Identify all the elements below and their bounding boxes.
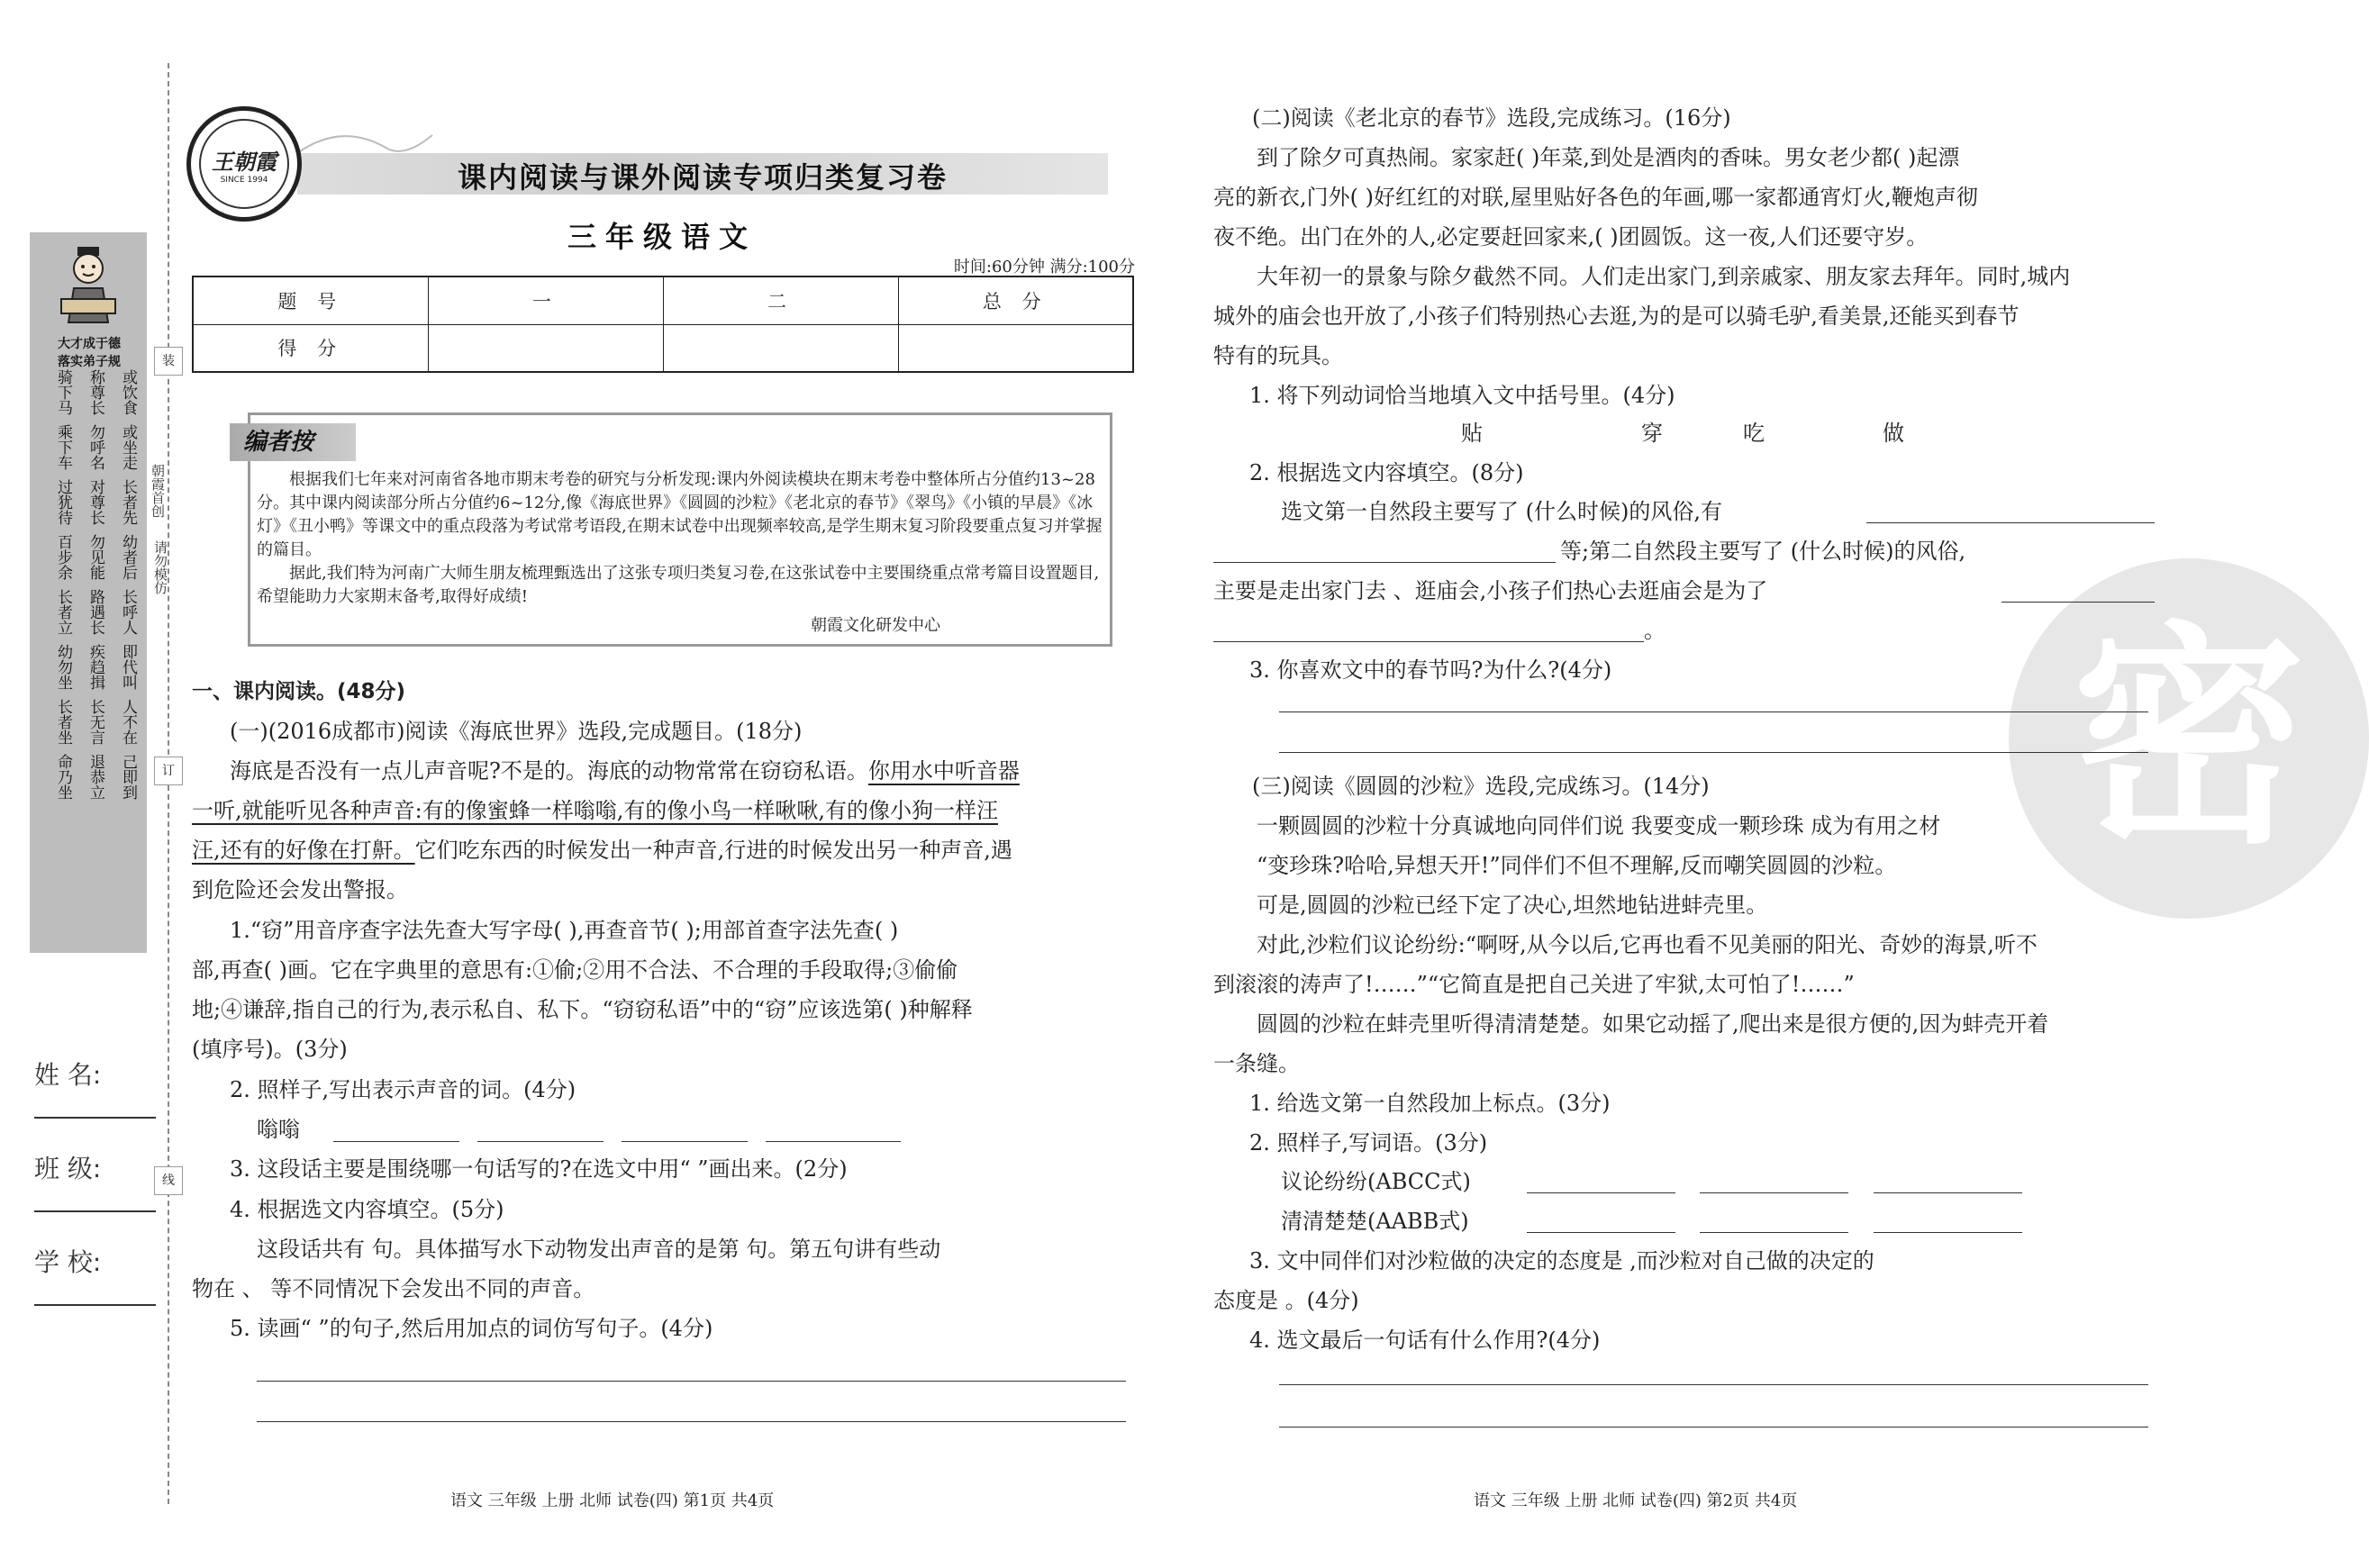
rule-text: 骑下马: [54, 369, 72, 415]
passage-3-line-3: 可是,圆圆的沙粒已经下定了决心,坦然地钻进蚌壳里。: [1257, 893, 1768, 918]
school-field[interactable]: [34, 1304, 156, 1306]
question-1-4-line-2: 物在 、 等不同情况下会发出不同的声音。: [192, 1276, 595, 1301]
rule-text: 或饮食: [119, 369, 137, 415]
di-zi-gui-rules: [47, 369, 137, 937]
score-table-header-row: [193, 276, 1133, 324]
name-label: 姓 名:: [34, 1060, 102, 1090]
passage-2-heading: (二)阅读《老北京的春节》选段,完成练习。(16分): [1252, 105, 1731, 131]
passage-3-line-1: 一颗圆圆的沙粒十分真诚地向同伴们说 我要变成一颗珍珠 成为有用之材: [1257, 813, 1941, 838]
class-field[interactable]: [34, 1210, 156, 1212]
rule-text: 百步余: [54, 534, 72, 580]
sound-word-blank-1[interactable]: [333, 1141, 459, 1142]
rule-row: [47, 479, 137, 525]
rule-row: [47, 644, 137, 690]
verb-option: 做: [1883, 421, 1904, 446]
class-label: 班 级:: [34, 1154, 102, 1183]
question-1-1-line-4: (填序号)。(3分): [192, 1037, 348, 1062]
page-footer-left: 语文 三年级 上册 北师 试卷(四) 第1页 共4页: [450, 1491, 775, 1510]
editor-note-signature: 朝霞文化研发中心: [811, 616, 940, 635]
rule-text: 长者坐: [54, 699, 72, 745]
passage-2-line-3: 夜不绝。出门在外的人,必定要赶回家来,( )团圆饭。这一夜,人们还要守岁。: [1213, 224, 1929, 249]
passage-3-line-4: 对此,沙粒们议论纷纷:“啊呀,从今以后,它再也看不见美丽的阳光、奇妙的海景,听不: [1257, 932, 2038, 957]
passage-1-underlined-text: 汪,还有的好像在打鼾。: [192, 838, 415, 863]
question-1-5: 5. 读画“ ”的句子,然后用加点的词仿写句子。(4分): [230, 1316, 713, 1341]
sound-word-blank-3[interactable]: [622, 1141, 748, 1142]
watermark-char: 密: [2072, 601, 2306, 875]
rule-text: 过犹待: [54, 479, 72, 525]
passage-1-line-3: [192, 837, 1012, 864]
question-3-3-line-1: 3. 文中同伴们对沙粒做的决定的态度是 ,而沙粒对自己做的决定的: [1249, 1248, 1874, 1273]
passage-2-line-4: 大年初一的景象与除夕截然不同。人们走出家门,到亲戚家、朋友家去拜年。同时,城内: [1257, 264, 2071, 289]
seal-note-2: 请勿模仿: [152, 540, 168, 594]
editor-note-paragraph-1: 根据我们七年来对河南省各地市期末考卷的研究与分析发现:课内外阅读模块在期末考卷中整体所占分值约13~28分。其中课内阅读部分所占分值约6~12分,像《海底世界》《圆圆的沙粒》《老北京的春节》《翠鸟》《小镇的早晨》《冰灯》《丑小鸭》等课文中的重点段落为考试常考语段,在期末试卷中出现频率较高,是学生期末复习阶段要重点复习并掌握的篇目。: [257, 470, 1103, 559]
verb-option: 吃: [1743, 421, 1765, 446]
side-motto: [41, 335, 138, 371]
rule-row: [47, 424, 137, 470]
logo-subtext: SINCE 1994: [220, 175, 268, 185]
question-2-2-line-2: 等;第二自然段主要写了 (什么时候)的风俗,: [1560, 539, 1966, 564]
question-1-1-line-2: 部,再查( )画。它在字典里的意思有:①偷;②用不合法、不合理的手段取得;③偷偷: [192, 957, 958, 983]
name-row: [34, 1045, 160, 1138]
fill-blank[interactable]: [1866, 522, 2155, 523]
rule-text: 长者立: [54, 589, 72, 635]
passage-1-heading: (一)(2016成都市)阅读《海底世界》选段,完成题目。(18分): [230, 719, 803, 744]
passage-3-line-6: 圆圆的沙粒在蚌壳里听得清清楚楚。如果它动摇了,爬出来是很方便的,因为蚌壳开着: [1257, 1011, 2049, 1037]
sound-word-blank-4[interactable]: [766, 1141, 901, 1142]
passage-3-line-2: “变珍珠?哈哈,异想天开!”同伴们不但不理解,反而嘲笑圆圆的沙粒。: [1257, 853, 1897, 878]
rule-text: 长无言: [86, 699, 104, 745]
passage-2-line-5: 城外的庙会也开放了,小孩子们特别热心去逛,为的是可以骑毛驴,看美景,还能买到春节: [1213, 304, 2020, 329]
rule-text: 勿见能: [86, 534, 104, 580]
rule-text: 或坐走: [119, 424, 137, 470]
question-1-1-line-1: 1.“窃”用音序查字法先查大写字母( ),再查音节( );用部首查字法先查( ): [230, 918, 899, 943]
answer-line[interactable]: [257, 1421, 1126, 1422]
verb-option: 穿: [1641, 421, 1663, 446]
rule-text: 己即到: [119, 754, 137, 800]
editor-note-paragraph-2: 据此,我们特为河南广大师生朋友梳理甄选出了这张专项归类复习卷,在这张试卷中主要围绕重点常考篇目设置题目,希望能助力大家期末备考,取得好成绩!: [257, 564, 1100, 606]
score-table-score-row: [193, 324, 1133, 372]
score-input-cell[interactable]: [898, 324, 1133, 372]
question-2-2: 2. 根据选文内容填空。(8分): [1249, 460, 1524, 485]
passage-1-text: 海底是否没有一点儿声音呢?不是的。海底的动物常常在窃窃私语。: [230, 758, 868, 784]
document-title: 课内阅读与课外阅读专项归类复习卷: [457, 160, 948, 195]
score-table: [192, 276, 1134, 373]
rule-text: 即代叫: [119, 644, 137, 690]
question-3-1: 1. 给选文第一自然段加上标点。(3分): [1249, 1091, 1611, 1116]
word-blank[interactable]: [1527, 1232, 1675, 1233]
question-1-1-line-3: 地;④谦辞,指自己的行为,表示私自、私下。“窃窃私语”中的“窃”应该选第( )种解释: [192, 997, 973, 1022]
side-motto-line-2: 落实弟子规: [58, 355, 121, 369]
question-2-2-line-4: 。: [1644, 618, 1666, 643]
question-3-3-line-2: 态度是 。(4分): [1213, 1288, 1359, 1313]
rule-text: 退恭立: [86, 754, 104, 800]
rule-text: 人不在: [119, 699, 137, 745]
rule-row: [47, 369, 137, 415]
secret-watermark: [2009, 558, 2369, 919]
passage-3-heading: (三)阅读《圆圆的沙粒》选段,完成练习。(14分): [1252, 774, 1710, 799]
passage-2-line-2: 亮的新衣,门外( )好红红的对联,屋里贴好各色的年画,哪一家都通宵灯火,鞭炮声彻: [1213, 185, 1978, 210]
seal-note-1: 朝霞首创: [150, 464, 166, 518]
rule-text: 勿呼名: [86, 424, 104, 470]
word-blank[interactable]: [1700, 1232, 1848, 1233]
question-2-2-line-1: 选文第一自然段主要写了 (什么时候)的风俗,有: [1281, 499, 1722, 524]
score-input-cell[interactable]: [428, 324, 663, 372]
word-blank[interactable]: [1874, 1232, 2022, 1233]
passage-1-line-4: 到危险还会发出警报。: [192, 877, 408, 902]
time-and-score-info: 时间:60分钟 满分:100分: [953, 258, 1135, 276]
question-1-4-line-1: 这段话共有 句。具体描写水下动物发出声音的是第 句。第五句讲有些动: [257, 1237, 941, 1262]
school-label: 学 校:: [34, 1247, 102, 1277]
answer-line[interactable]: [1279, 752, 2148, 753]
fill-blank[interactable]: [1213, 641, 1644, 642]
logo-text: 王朝霞: [212, 148, 277, 175]
rule-row: [47, 589, 137, 635]
student-info: [34, 1045, 160, 1326]
rule-row: [47, 534, 137, 580]
score-table-cell: 一: [428, 276, 663, 324]
passage-1-line-2: 一听,就能听见各种声音:有的像蜜蜂一样嗡嗡,有的像小鸟一样啾啾,有的像小狗一样汪: [192, 798, 998, 823]
document-subtitle: 三年级语文: [567, 220, 757, 254]
word-blank[interactable]: [1874, 1192, 2022, 1193]
seal-mark-xian: 线: [154, 1166, 183, 1195]
question-1-4: 4. 根据选文内容填空。(5分): [230, 1197, 504, 1222]
passage-2-line-1: 到了除夕可真热闹。家家赶( )年菜,到处是酒肉的香味。男女老少都( )起漂: [1257, 145, 1960, 170]
score-table-cell: 二: [663, 276, 898, 324]
logo-inner-ring: [199, 119, 289, 209]
seal-mark-ding: 订: [154, 757, 183, 785]
rule-text: 乘下车: [54, 424, 72, 470]
rule-text: 称尊长: [86, 369, 104, 415]
rule-text: 长者先: [119, 479, 137, 525]
fill-blank[interactable]: [2001, 602, 2155, 603]
rule-row: [47, 699, 137, 745]
class-row: [34, 1138, 160, 1232]
fill-blank[interactable]: [1213, 562, 1556, 563]
question-1-2-example: 嗡嗡: [257, 1117, 300, 1142]
passage-1-line-1: [230, 757, 1020, 784]
rule-text: 长呼人: [119, 589, 137, 635]
name-field[interactable]: [34, 1117, 156, 1119]
rule-text: 对尊长: [86, 479, 104, 525]
question-3-2-pattern-2: 清清楚楚(AABB式): [1281, 1209, 1469, 1234]
rule-text: 路遇长: [86, 589, 104, 635]
editor-note-text: [257, 468, 1103, 609]
question-3-2: 2. 照样子,写词语。(3分): [1249, 1130, 1488, 1156]
question-3-4: 4. 选文最后一句话有什么作用?(4分): [1249, 1328, 1601, 1353]
passage-1-underlined-text: 你用水中听音器: [867, 758, 1020, 784]
question-2-2-line-3: 主要是走出家门去 、逛庙会,小孩子们热心去逛庙会是为了: [1213, 578, 1768, 603]
school-row: [34, 1232, 160, 1326]
word-blank[interactable]: [1527, 1192, 1675, 1193]
answer-line[interactable]: [1279, 1384, 2148, 1385]
passage-2-line-6: 特有的玩具。: [1213, 343, 1343, 368]
question-2-3: 3. 你喜欢文中的春节吗?为什么?(4分): [1249, 657, 1612, 683]
sound-word-blank-2[interactable]: [477, 1141, 604, 1142]
question-2-1: 1. 将下列动词恰当地填入文中括号里。(4分): [1249, 383, 1675, 408]
seal-mark-zhuang: 装: [154, 347, 183, 376]
score-table-cell: 得 分: [193, 324, 428, 372]
student-cartoon-icon: [52, 243, 124, 330]
passage-3-line-5: 到滚滚的涛声了!……”“它简直是把自己关进了牢狱,太可怕了!……”: [1213, 972, 1855, 997]
page-footer-right: 语文 三年级 上册 北师 试卷(四) 第2页 共4页: [1474, 1491, 1798, 1510]
rule-text: 幼者后: [119, 534, 137, 580]
question-1-2: 2. 照样子,写出表示声音的词。(4分): [230, 1077, 576, 1102]
rule-text: 命乃坐: [54, 754, 72, 800]
rule-text: 疾趋揖: [86, 644, 104, 690]
rule-row: [47, 754, 137, 800]
answer-line[interactable]: [1279, 1427, 2148, 1428]
passage-1-text: 它们吃东西的时候发出一种声音,行进的时候发出另一种声音,遇: [414, 838, 1012, 863]
score-input-cell[interactable]: [663, 324, 898, 372]
verb-option: 贴: [1461, 421, 1483, 446]
passage-3-line-7: 一条缝。: [1213, 1051, 1300, 1076]
question-1-3: 3. 这段话主要是围绕哪一句话写的?在选文中用“ ”画出来。(2分): [230, 1156, 848, 1182]
side-motto-line-1: 大才成于德: [58, 337, 121, 351]
question-3-2-pattern-1: 议论纷纷(ABCC式): [1281, 1169, 1471, 1194]
score-table-cell: 总 分: [898, 276, 1133, 324]
word-blank[interactable]: [1700, 1192, 1848, 1193]
section-heading-1: 一、课内阅读。(48分): [192, 680, 406, 703]
rule-text: 幼勿坐: [54, 644, 72, 690]
answer-line[interactable]: [257, 1381, 1126, 1382]
score-table-cell: 题 号: [193, 276, 428, 324]
publisher-logo: [186, 106, 302, 222]
answer-line[interactable]: [1279, 711, 2148, 712]
editor-note-tab: 编者按: [230, 423, 356, 461]
